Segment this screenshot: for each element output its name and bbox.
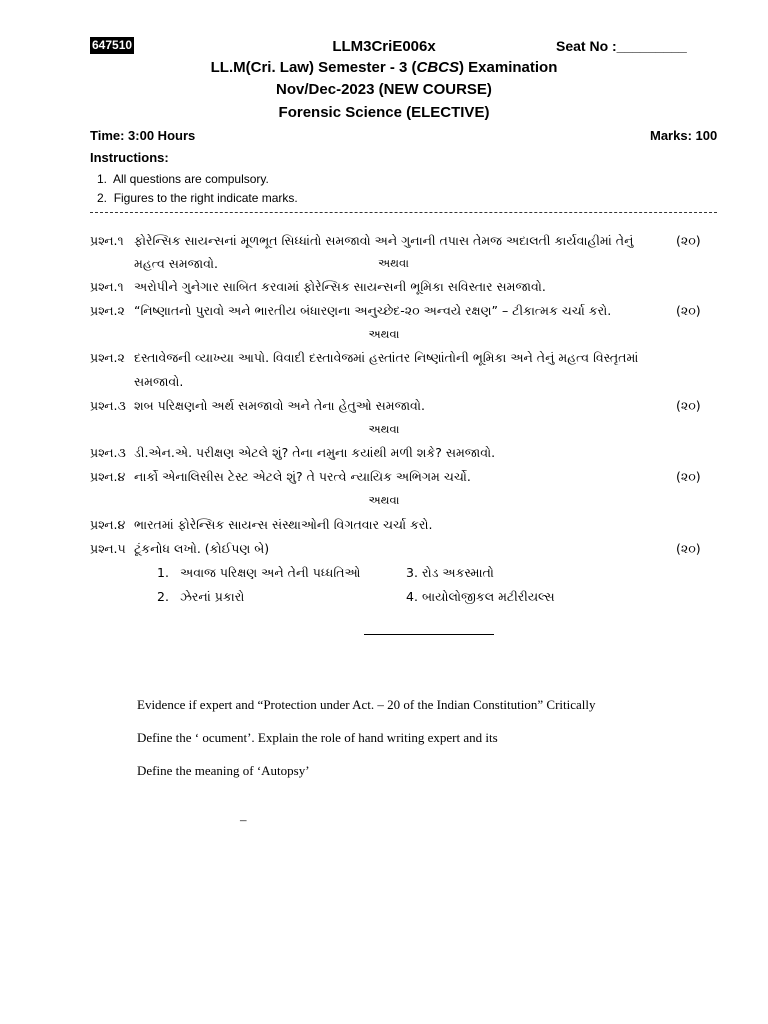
question-number: પ્રશ્ન.૪ — [90, 469, 126, 484]
short-note-text: અવાજ પરિક્ષણ અને તેની પધ્ધતિઓ — [180, 565, 361, 580]
question-text: અરોપીને ગુનેગાર સાબિત કરવામાં ફોરેન્સિક સાયન્સની ભૂમિકા સવિસ્તાર સમજાવો. — [134, 279, 546, 294]
short-note-number: 2. — [157, 589, 169, 604]
question-marks: (૨૦) — [676, 541, 701, 556]
question-number: પ્રશ્ન.૪ — [90, 517, 126, 532]
question-marks: (૨૦) — [676, 303, 701, 318]
marks-label: Marks: 100 — [650, 128, 718, 143]
short-note-number: 3. — [406, 565, 418, 580]
or-separator: અથવા — [378, 256, 409, 270]
dash-mark: – — [240, 812, 247, 827]
question-number: પ્રશ્ન.૨ — [90, 303, 125, 318]
instructions-title: Instructions: — [90, 150, 169, 165]
question-text: ભારતમાં ફોરેન્સિક સાયન્સ સંસ્થાઓની વિગતવાર ચર્ચા કરો. — [134, 517, 433, 532]
question-marks: (૨૦) — [676, 469, 701, 484]
instruction-item: 1. All questions are compulsory. — [97, 172, 269, 186]
question-number: પ્રશ્ન.૩ — [90, 445, 126, 460]
subject-title: Forensic Science (ELECTIVE) — [278, 104, 490, 121]
question-text: ડી.એન.એ. પરીક્ષણ એટલે શું? તેના નમુના કયાંથી મળી શકે? સમજાવો. — [134, 445, 496, 460]
question-marks: (૨૦) — [676, 233, 701, 248]
short-note-text: બાયોલોજીકલ મટીરીયલ્સ — [422, 589, 555, 604]
english-line: Define the ‘ ocument’. Explain the role of hand writing expert and its — [137, 730, 498, 745]
exam-code-box: 647510 — [92, 38, 133, 52]
question-number: પ્રશ્ન.૧ — [90, 233, 124, 248]
or-separator: અથવા — [368, 327, 400, 341]
question-text-cont: સમજાવો. — [134, 374, 184, 389]
short-note-number: 1. — [157, 565, 169, 580]
exam-title: LL.M(Cri. Law) Semester - 3 (CBCS) Examination — [210, 59, 558, 76]
question-text: “નિષ્ણાતનો પુરાવો અને ભારતીય બંધારણના અનુચ્છેદ-૨૦ અન્વયે રક્ષણ” – ટીકાત્મક ચર્ચા કરો. — [134, 303, 612, 318]
end-line — [364, 634, 494, 635]
seat-number-label: Seat No :_________ — [556, 38, 687, 54]
question-marks: (૨૦) — [676, 398, 701, 413]
instruction-item: 2. Figures to the right indicate marks. — [97, 191, 298, 205]
short-note-text: ઝેરનાં પ્રકારો — [180, 589, 245, 604]
or-separator: અથવા — [368, 493, 400, 507]
question-number: પ્રશ્ન.૩ — [90, 398, 126, 413]
exam-session: Nov/Dec-2023 (NEW COURSE) — [276, 81, 492, 98]
question-number: પ્રશ્ન.૧ — [90, 279, 124, 294]
question-text: ફોરેન્સિક સાયન્સનાં મૂળભૂત સિધ્ધાંતો સમજાવો અને ગુનાની તપાસ તેમજ અદાલતી કાર્યવાહીમાં તેનું — [134, 233, 634, 248]
question-text-cont: મહત્વ સમજાવો. — [134, 256, 218, 271]
question-number: પ્રશ્ન.૨ — [90, 350, 125, 365]
question-text: ટૂંકનોધ લખો. (કોઈપણ બે) — [134, 541, 270, 556]
short-note-number: 4. — [406, 589, 418, 604]
or-separator: અથવા — [368, 422, 400, 436]
english-line: Define the meaning of ‘Autopsy’ — [137, 763, 310, 778]
short-note-text: રોડ અકસ્માતો — [422, 565, 494, 580]
paper-code: LLM3CriE006x — [332, 38, 436, 55]
question-text: દસ્તાવેજની વ્યાખ્યા આપો. વિવાદી દસ્તાવેજમાં હસ્તાંતર નિષ્ણાંતોની ભૂમિકા અને તેનું મહત્વ વિસ્તૃતમાં — [134, 350, 639, 365]
question-number: પ્રશ્ન.૫ — [90, 541, 126, 556]
divider — [90, 212, 717, 213]
question-text: નાર્કો એનાલિસીસ ટેસ્ટ એટલે શું? તે પરત્વે ન્યાયિક અભિગમ ચર્ચો. — [134, 469, 471, 484]
english-line: Evidence if expert and “Protection under Act. – 20 of the Indian Constitution” Critically — [137, 697, 596, 712]
question-text: શબ પરિક્ષણનો અર્થ સમજાવો અને તેના હેતુઓ સમજાવો. — [134, 398, 425, 413]
time-label: Time: 3:00 Hours — [90, 128, 196, 143]
